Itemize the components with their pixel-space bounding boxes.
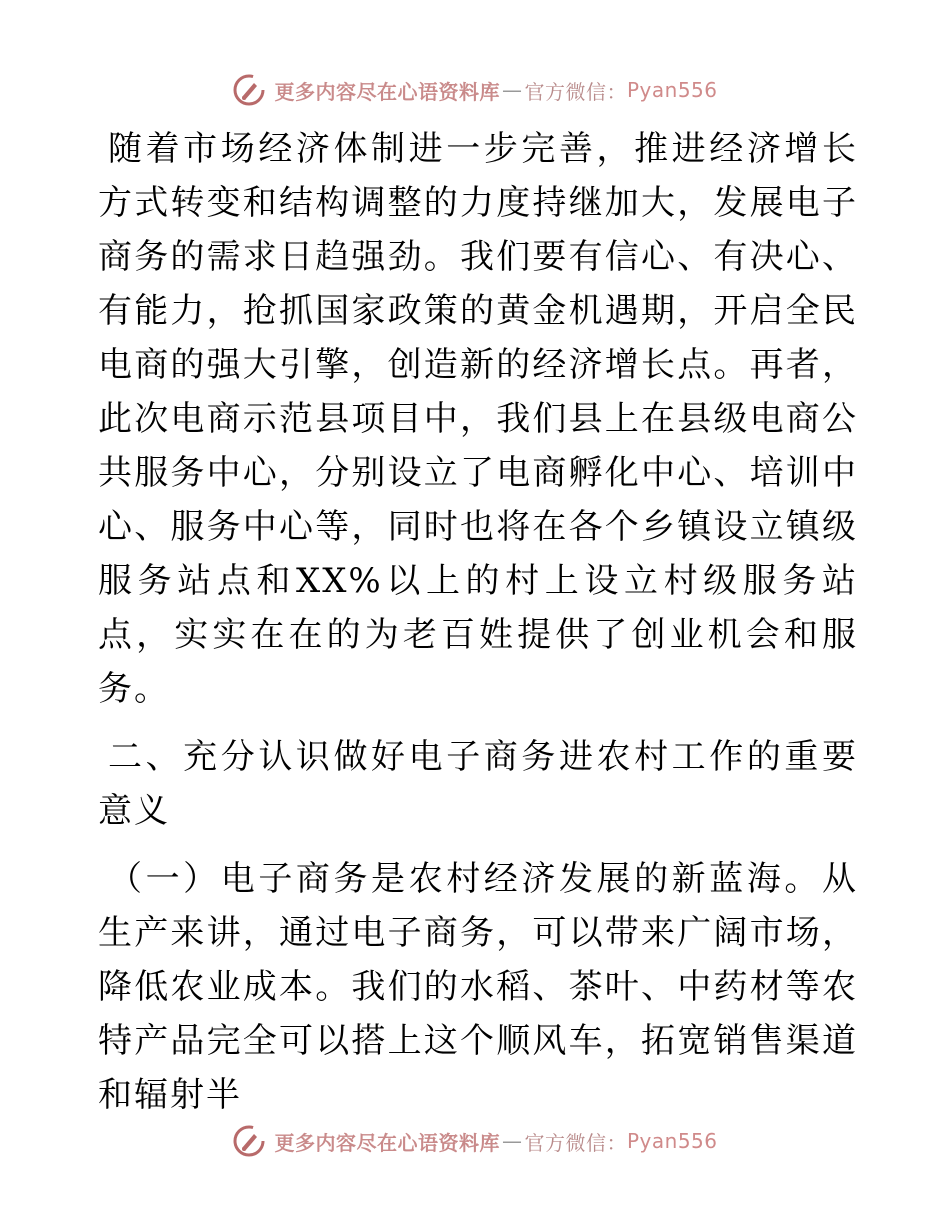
document-body	[98, 122, 858, 1122]
footer-contact-label: 官方微信：	[524, 1130, 627, 1155]
header-wechat-id: Pyan556	[626, 78, 718, 102]
section-heading: 二、充分认识做好电子商务进农村工作的重要意义	[98, 737, 858, 831]
footer-banner	[0, 1121, 950, 1161]
header-contact-label: 官方微信：	[524, 79, 627, 104]
paragraph-2: （一）电子商务是农村经济发展的新蓝海。从生产来讲，通过电子商务，可以带来广阔市场，降低农业成本。我们的水稻、茶叶、中药材等农特产品完全可以搭上这个顺风车，拓宽销售渠道和辐射半	[98, 859, 858, 1115]
footer-brand: 更多内容尽在心语资料库	[274, 1130, 500, 1155]
header-text	[274, 76, 717, 105]
header-brand: 更多内容尽在心语资料库	[274, 79, 500, 104]
footer-wechat-id: Pyan556	[626, 1129, 718, 1153]
pen-seal-icon	[232, 1124, 266, 1158]
footer-text	[274, 1127, 717, 1156]
footer-separator: —	[501, 1129, 523, 1153]
pen-seal-icon	[232, 73, 266, 107]
header-banner	[0, 70, 950, 110]
paragraph-1: 随着市场经济体制进一步完善，推进经济增长方式转变和结构调整的力度持继加大，发展电子商务的需求日趋强劲。我们要有信心、有决心、有能力，抢抓国家政策的黄金机遇期，开启全民电商的强大引擎，创造新的经济增长点。再者，此次电商示范县项目中，我们县上在县级电商公共服务中心，分别设立了电商孵化中心、培训中心、服务中心等，同时也将在各个乡镇设立镇级服务站点和XX%以上的村上设立村级服务站点，实实在在的为老百姓提供了创业机会和服务。	[98, 129, 858, 709]
header-separator: —	[501, 78, 523, 102]
